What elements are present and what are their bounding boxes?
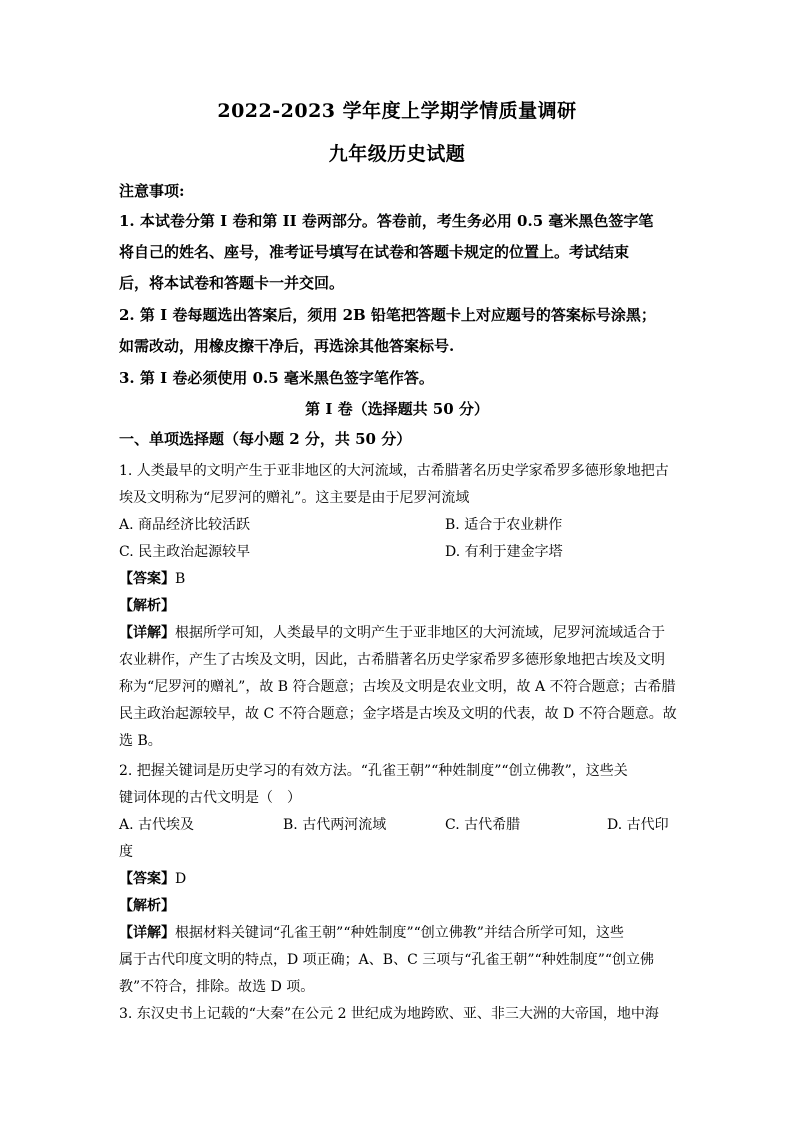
detail-row: [119, 622, 665, 642]
answer-row: [119, 868, 186, 888]
detail-text: 称为“尼罗河的赠礼”，故 B 符合题意；古埃及文明是农业文明，故 A 不符合题意；古希腊: [119, 679, 676, 695]
answer-value: B: [175, 571, 186, 587]
answer-row: [119, 568, 185, 588]
detail-row: [119, 922, 624, 942]
detail-text: 选 B。: [119, 733, 162, 749]
analysis-tag: 【解析】: [119, 898, 175, 914]
option-b: B. 古代两河流域: [283, 817, 387, 833]
notes-heading: 注意事项:: [119, 182, 185, 200]
analysis-row: [119, 595, 175, 615]
detail-text: 民主政治起源较早，故 C 不符合题意；金字塔是古埃及文明的代表，故 D 不符合题意。故: [119, 706, 677, 722]
option-a: A. 古代埃及: [119, 817, 195, 833]
analysis-tag: 【解析】: [119, 598, 175, 614]
question-stem: 键词体现的古代文明是（ ）: [119, 790, 301, 806]
detail-text: 根据材料关键词“孔雀王朝”“种姓制度”“创立佛教”并结合所学可知，这些: [175, 925, 624, 941]
detail-tag: 【详解】: [119, 925, 175, 941]
detail-text: 属于古代印度文明的特点，D 项正确；A、B、C 三项与“孔雀王朝”“种姓制度”“创立佛: [119, 952, 655, 968]
notes-line: 2. 第 I 卷每题选出答案后，须用 2B 铅笔把答题卡上对应题号的答案标号涂黑；: [119, 306, 656, 324]
answer-value: D: [175, 871, 187, 887]
option-d-wrap: 度: [119, 844, 133, 860]
notes-line: 1. 本试卷分第 I 卷和第 II 卷两部分。答卷前，考生务必用 0.5 毫米黑色签字笔: [119, 212, 654, 230]
question-stem: 2. 把握关键词是历史学习的有效方法。“孔雀王朝”“种姓制度”“创立佛教”，这些关: [119, 763, 628, 779]
notes-line: 3. 第 I 卷必须使用 0.5 毫米黑色签字笔作答。: [119, 369, 434, 387]
detail-text: 农业耕作，产生了古埃及文明，因此，古希腊著名历史学家希罗多德形象地把古埃及文明: [119, 652, 665, 668]
analysis-row: [119, 895, 175, 915]
notes-line: 后，将本试卷和答题卡一并交回。: [119, 274, 345, 292]
notes-line: 如需改动，用橡皮擦干净后，再选涂其他答案标号.: [119, 337, 455, 355]
detail-text: 根据所学可知，人类最早的文明产生于亚非地区的大河流域，尼罗河流域适合于: [175, 625, 665, 641]
detail-text: 教”不符合，排除。故选 D 项。: [119, 979, 315, 995]
question-stem: 3. 东汉史书上记载的“大秦”在公元 2 世纪成为地跨欧、亚、非三大洲的大帝国，地中海: [119, 1006, 659, 1022]
section-title: 第 I 卷（选择题共 50 分）: [305, 400, 489, 418]
question-stem: 1. 人类最早的文明产生于亚非地区的大河流域，古希腊著名历史学家希罗多德形象地把古: [119, 463, 669, 479]
answer-tag: 【答案】: [119, 871, 175, 887]
question-stem: 埃及文明称为“尼罗河的赠礼”。这主要是由于尼罗河流域: [119, 490, 470, 506]
notes-line: 将自己的姓名、座号，准考证号填写在试卷和答题卡规定的位置上。考试结束: [119, 243, 630, 261]
option-d: D. 有利于建金字塔: [445, 544, 563, 560]
option-a: A. 商品经济比较活跃: [119, 517, 251, 533]
detail-tag: 【详解】: [119, 625, 175, 641]
option-c: C. 古代希腊: [445, 817, 521, 833]
part-heading: 一、单项选择题（每小题 2 分，共 50 分）: [119, 430, 412, 448]
option-b: B. 适合于农业耕作: [445, 517, 563, 533]
option-d: D. 古代印: [607, 817, 669, 833]
page-title: 2022-2023 学年度上学期学情质量调研: [217, 100, 577, 122]
option-c: C. 民主政治起源较早: [119, 544, 251, 560]
answer-tag: 【答案】: [119, 571, 175, 587]
page-subtitle: 九年级历史试题: [328, 143, 466, 165]
